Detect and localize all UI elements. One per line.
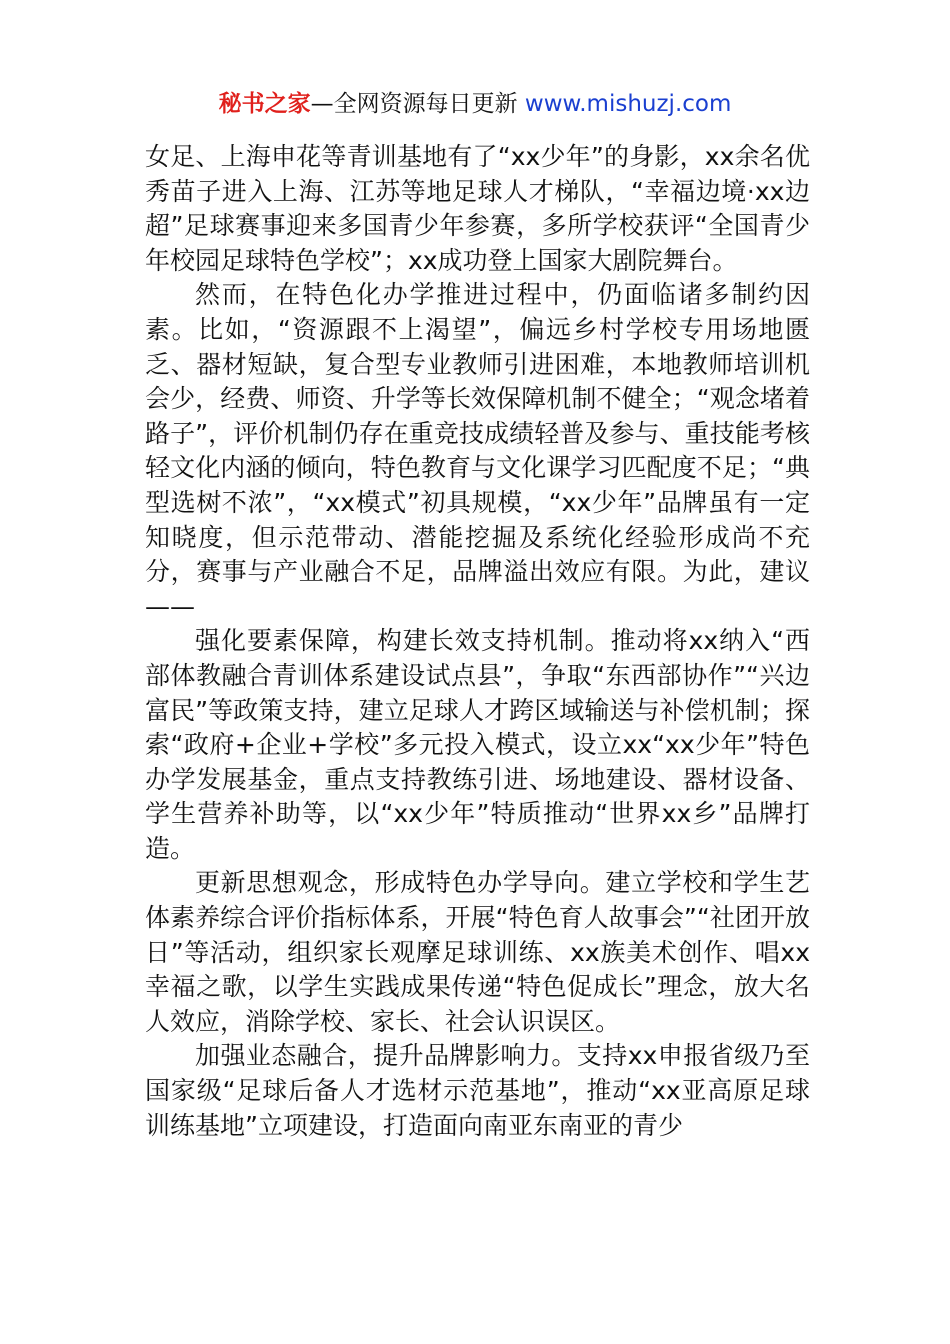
paragraph-suggestion-2: 更新思想观念，形成特色办学导向。建立学校和学生艺体素养综合评价指标体系，开展“特色育人故事会”“社团开放日”等活动，组织家长观摩足球训练、xx族美术创作、唱xx幸福之歌，以学生实践成果传递“特色促成长”理念，放大名人效应，消除学校、家长、社会认识误区。 xyxy=(145,868,810,1036)
page-header xyxy=(0,88,950,120)
document-body xyxy=(145,140,810,1143)
header-tagline: —全网资源每日更新 xyxy=(310,91,525,117)
header-brand: 秘书之家 xyxy=(218,91,311,117)
header-site-link[interactable]: www.mishuzj.com xyxy=(524,91,732,117)
paragraph-suggestion-3: 加强业态融合，提升品牌影响力。支持xx申报省级乃至国家级“足球后备人才选材示范基地”，推动“xx亚高原足球训练基地”立项建设，打造面向南亚东南亚的青少 xyxy=(145,1041,810,1140)
paragraph-challenges: 然而，在特色化办学推进过程中，仍面临诸多制约因素。比如，“资源跟不上渴望”，偏远乡村学校专用场地匮乏、器材短缺，复合型专业教师引进困难，本地教师培训机会少，经费、师资、升学等长效保障机制不健全；“观念堵着路子”，评价机制仍存在重竞技成绩轻普及参与、重技能考核轻文化内涵的倾向，特色教育与文化课学习匹配度不足；“典型选树不浓”，“xx模式”初具规模，“xx少年”品牌虽有一定知晓度，但示范带动、潜能挖掘及系统化经验形成尚不充分，赛事与产业融合不足，品牌溢出效应有限。为此，建议—— xyxy=(145,280,810,621)
paragraph-suggestion-1: 强化要素保障，构建长效支持机制。推动将xx纳入“西部体教融合青训体系建设试点县”，争取“东西部协作”“兴边富民”等政策支持，建立足球人才跨区域输送与补偿机制；探索“政府+企业+学校”多元投入模式，设立xx“xx少年”特色办学发展基金，重点支持教练引进、场地建设、器材设备、学生营养补助等，以“xx少年”特质推动“世界xx乡”品牌打造。 xyxy=(145,626,810,863)
paragraph-continued: 女足、上海申花等青训基地有了“xx少年”的身影，xx余名优秀苗子进入上海、江苏等地足球人才梯队，“幸福边境·xx边超”足球赛事迎来多国青少年参赛，多所学校获评“全国青少年校园足球特色学校”；xx成功登上国家大剧院舞台。 xyxy=(145,142,810,275)
